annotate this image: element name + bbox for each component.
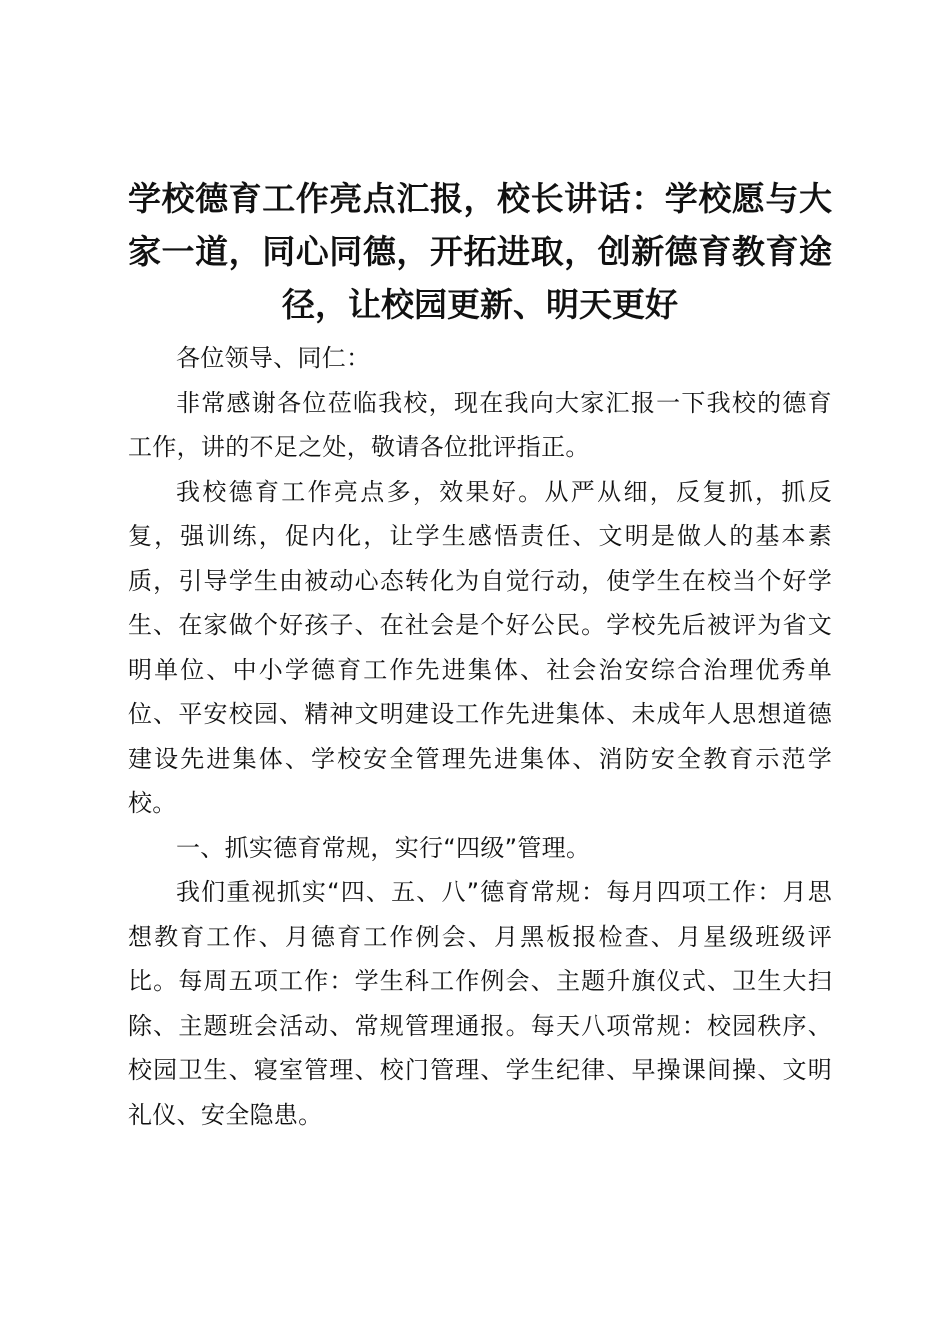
paragraph-intro: 非常感谢各位莅临我校，现在我向大家汇报一下我校的德育工作，讲的不足之处，敬请各位批评指正。 xyxy=(128,388,832,461)
salutation: 各位领导、同仁： xyxy=(176,344,371,372)
paragraph-highlights: 我校德育工作亮点多，效果好。从严从细，反复抓，抓反复，强训练，促内化，让学生感悟责任、文明是做人的基本素质，引导学生由被动心态转化为自觉行动，使学生在校当个好学生、在家做个好孩子、在社会是个好公民。学校先后被评为省文明单位、中小学德育工作先进集体、社会治安综合治理优秀单位、平安校园、精神文明建设工作先进集体、未成年人思想道德建设先进集体、学校安全管理先进集体、消防安全教育示范学校。 xyxy=(128,477,832,817)
document-title: 学校德育工作亮点汇报，校长讲话：学校愿与大家一道，同心同德，开拓进取，创新德育教育途径，让校园更新、明天更好 xyxy=(128,179,832,324)
paragraph-section-one: 我们重视抓实“四、五、八”德育常规：每月四项工作：月思想教育工作、月德育工作例会、月黑板报检查、月星级班级评比。每周五项工作：学生科工作例会、主题升旗仪式、卫生大扫除、主题班会活动、常规管理通报。每天八项常规：校园秩序、校园卫生、寝室管理、校门管理、学生纪律、早操课间操、文明礼仪、安全隐患。 xyxy=(128,878,832,1129)
document-body xyxy=(128,172,832,1137)
section-heading: 一、抓实德育常规，实行“四级”管理。 xyxy=(176,833,591,862)
